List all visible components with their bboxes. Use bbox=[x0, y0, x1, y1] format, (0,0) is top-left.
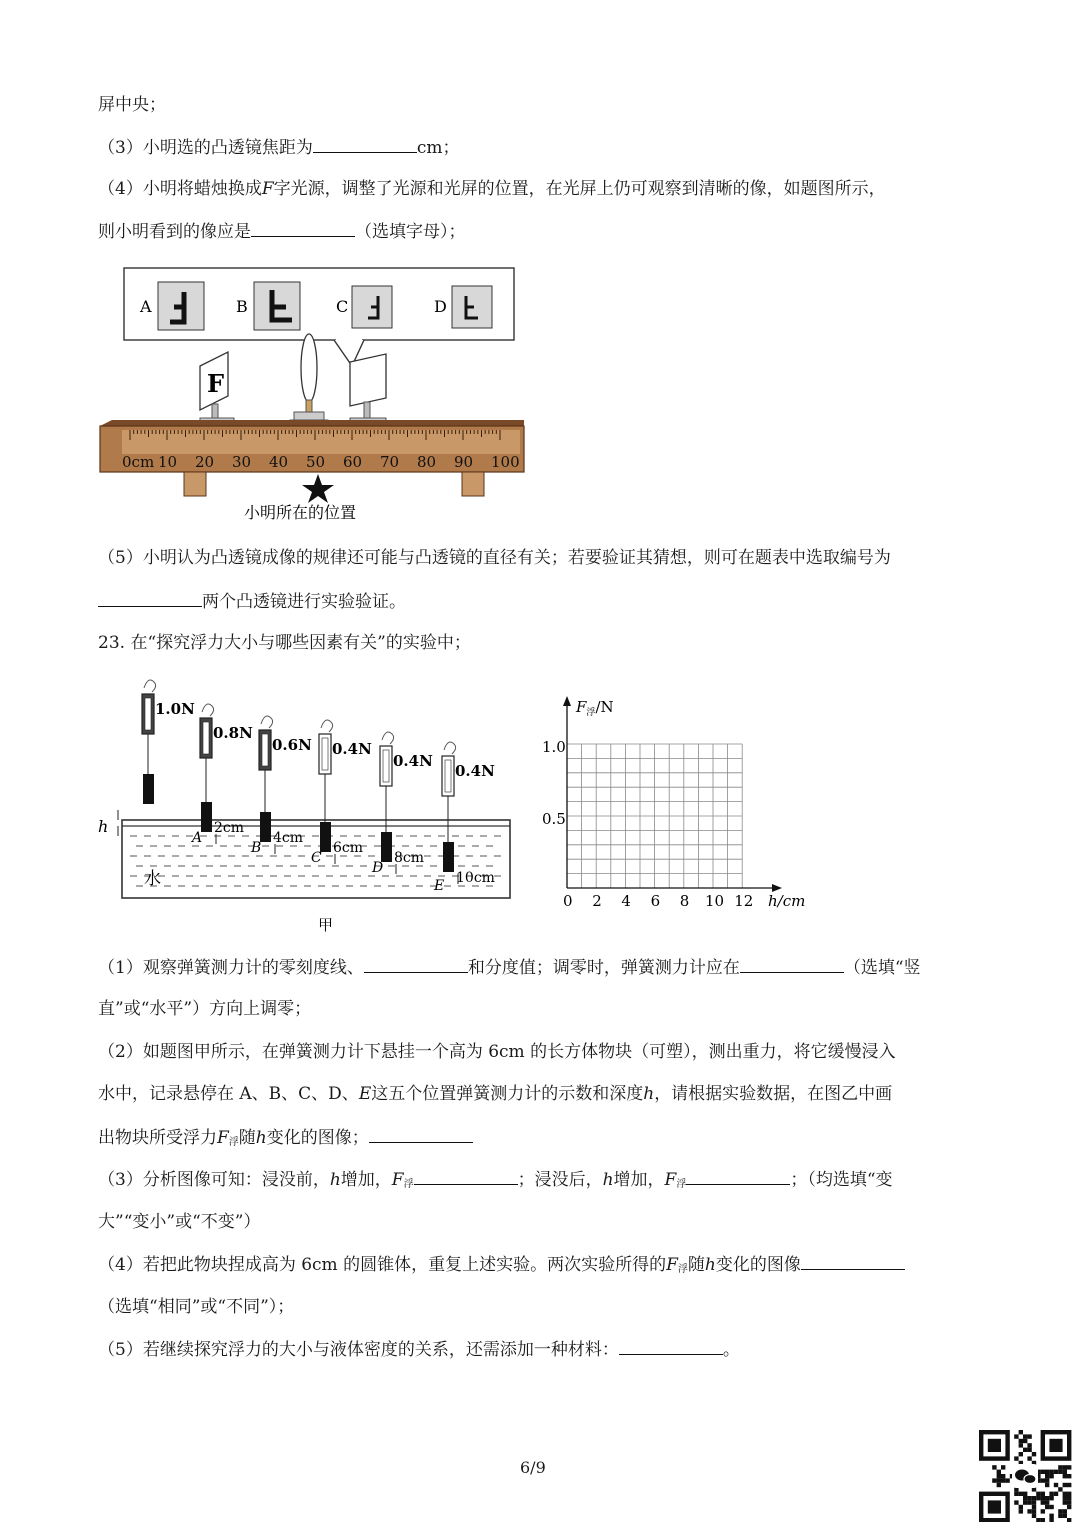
option-label-B: B bbox=[236, 297, 248, 316]
x-tick-label: 10 bbox=[705, 892, 725, 910]
depth-label: 4cm bbox=[273, 830, 304, 846]
answer-blank[interactable] bbox=[369, 1126, 473, 1143]
q23-title: 23. 在“探究浮力大小与哪些因素有关”的实验中； bbox=[98, 633, 471, 653]
x-axis-label: h/cm bbox=[768, 892, 806, 910]
q22-line-0: 屏中央； bbox=[98, 95, 166, 115]
q22-part4-cont: 则小明看到的像应是 （选填字母）； bbox=[98, 222, 466, 242]
q23-part3-cont: 大”“变小”或“不变”） bbox=[98, 1212, 261, 1232]
star-icon bbox=[302, 474, 334, 503]
position-letter: C bbox=[311, 850, 322, 866]
convex-lens bbox=[290, 334, 328, 428]
metal-block bbox=[201, 802, 212, 832]
hand-icon bbox=[321, 720, 333, 732]
ruler-label: 30 bbox=[232, 453, 252, 471]
answer-blank[interactable] bbox=[801, 1253, 905, 1270]
metal-block bbox=[260, 812, 271, 842]
q22-part3: （3）小明选的凸透镜焦距为 cm； bbox=[98, 138, 460, 158]
depth-label: 2cm bbox=[214, 820, 245, 836]
ruler-label: 60 bbox=[343, 453, 363, 471]
scale-reading: 0.6N bbox=[272, 736, 312, 754]
position-letter: D bbox=[372, 860, 384, 876]
figure-caption: 甲 bbox=[318, 916, 334, 934]
option-label-D: D bbox=[434, 297, 447, 316]
metal-block bbox=[143, 774, 154, 804]
hand-icon bbox=[261, 716, 273, 728]
depth-label: 10cm bbox=[456, 870, 495, 886]
ruler-label: 50 bbox=[306, 453, 326, 471]
hand-icon bbox=[202, 704, 214, 716]
q23-part4-cont: （选填“相同”或“不同”）； bbox=[98, 1297, 295, 1317]
y-axis-label: $F_浮/N$ bbox=[576, 698, 614, 718]
x-tick-label: 2 bbox=[592, 892, 602, 910]
answer-blank[interactable] bbox=[98, 590, 202, 607]
q23-part2: （2）如题图甲所示，在弹簧测力计下悬挂一个高为 6cm 的长方体物块（可塑），测出重力，将它缓慢浸入 bbox=[98, 1042, 896, 1062]
q23-part1-cont: 直”或“水平”）方向上调零； bbox=[98, 999, 312, 1019]
x-tick-label: 6 bbox=[650, 892, 661, 910]
answer-blank[interactable] bbox=[251, 220, 355, 237]
scale-reading: 0.4N bbox=[455, 762, 495, 780]
ruler-label: 20 bbox=[195, 453, 215, 471]
scale-reading: 0.8N bbox=[213, 724, 253, 742]
x-tick-label: 0 bbox=[563, 892, 573, 910]
answer-blank[interactable] bbox=[740, 956, 844, 973]
q23-part1: （1）观察弹簧测力计的零刻度线、 和分度值；调零时，弹簧测力计应在 （选填“竖 bbox=[98, 958, 921, 978]
buoyancy-experiment-figure bbox=[96, 670, 526, 940]
hand-icon bbox=[144, 680, 156, 692]
light-screen bbox=[350, 354, 386, 428]
ruler-label: 100 bbox=[491, 453, 520, 471]
answer-blank[interactable] bbox=[313, 136, 417, 153]
q23-part3: （3）分析图像可知：浸没前，h增加，$F_浮$ ；浸没后，h增加，$F_浮$ ；（均选填“变 bbox=[98, 1170, 893, 1190]
svg-text:F: F bbox=[207, 369, 225, 398]
q23-part2-cont: 水中，记录悬停在 A、B、C、D、E这五个位置弹簧测力计的示数和深度h，请根据实验数据，在图乙中画 bbox=[98, 1084, 893, 1104]
position-caption: 小明所在的位置 bbox=[244, 503, 357, 522]
answer-blank[interactable] bbox=[619, 1338, 723, 1355]
position-letter: E bbox=[434, 878, 445, 894]
ruler-label: 40 bbox=[269, 453, 289, 471]
metal-block bbox=[443, 842, 454, 872]
x-tick-label: 8 bbox=[679, 892, 690, 910]
page-number: 6/9 bbox=[520, 1458, 546, 1477]
water-label: 水 bbox=[144, 869, 161, 889]
answer-blank[interactable] bbox=[414, 1168, 518, 1185]
hand-icon bbox=[444, 742, 456, 754]
answer-blank[interactable] bbox=[364, 956, 468, 973]
position-letter: B bbox=[251, 840, 262, 856]
scale-reading: 0.4N bbox=[332, 740, 372, 758]
depth-label: 8cm bbox=[394, 850, 425, 866]
position-letter: A bbox=[192, 830, 203, 846]
ruler-label: 70 bbox=[380, 453, 400, 471]
x-tick-label: 4 bbox=[621, 892, 631, 910]
q22-part4: （4）小明将蜡烛换成F字光源，调整了光源和光屏的位置，在光屏上仍可观察到清晰的像，如题图所示， bbox=[98, 179, 886, 199]
ruler-label: 0cm bbox=[122, 453, 155, 471]
option-label-C: C bbox=[336, 297, 349, 316]
q22-part5-cont: 两个凸透镜进行实验验证。 bbox=[98, 590, 406, 613]
q22-part5: （5）小明认为凸透镜成像的规律还可能与凸透镜的直径有关；若要验证其猜想，则可在题表中选取编号为 bbox=[98, 548, 891, 568]
ruler-label: 10 bbox=[158, 453, 178, 471]
option-label-A: A bbox=[140, 297, 152, 316]
y-tick-label: 1.0 bbox=[542, 738, 566, 756]
q23-part5: （5）若继续探究浮力的大小与液体密度的关系，还需添加一种材料： 。 bbox=[98, 1340, 740, 1360]
h-label: h bbox=[98, 817, 109, 836]
f-light-source bbox=[200, 352, 234, 428]
metal-block bbox=[320, 822, 331, 852]
ruler-label: 80 bbox=[417, 453, 437, 471]
ruler-label: 90 bbox=[454, 453, 474, 471]
qr-code-icon bbox=[976, 1430, 1074, 1522]
answer-blank[interactable] bbox=[686, 1168, 790, 1185]
optical-bench-ruler bbox=[100, 420, 524, 496]
x-tick-label: 12 bbox=[734, 892, 754, 910]
metal-block bbox=[381, 832, 392, 862]
scale-reading: 1.0N bbox=[155, 700, 195, 718]
y-tick-label: 0.5 bbox=[542, 810, 566, 828]
optical-bench-figure bbox=[96, 262, 528, 530]
scale-reading: 0.4N bbox=[393, 752, 433, 770]
buoyancy-graph bbox=[536, 690, 816, 920]
q23-part2-cont2: 出物块所受浮力$F_浮$随h变化的图像； bbox=[98, 1126, 473, 1154]
depth-label: 6cm bbox=[333, 840, 364, 856]
hand-icon bbox=[382, 732, 394, 744]
q23-part4: （4）若把此物块捏成高为 6cm 的圆锥体，重复上述实验。两次实验所得的$F_浮$随h变化的图像 bbox=[98, 1253, 905, 1281]
